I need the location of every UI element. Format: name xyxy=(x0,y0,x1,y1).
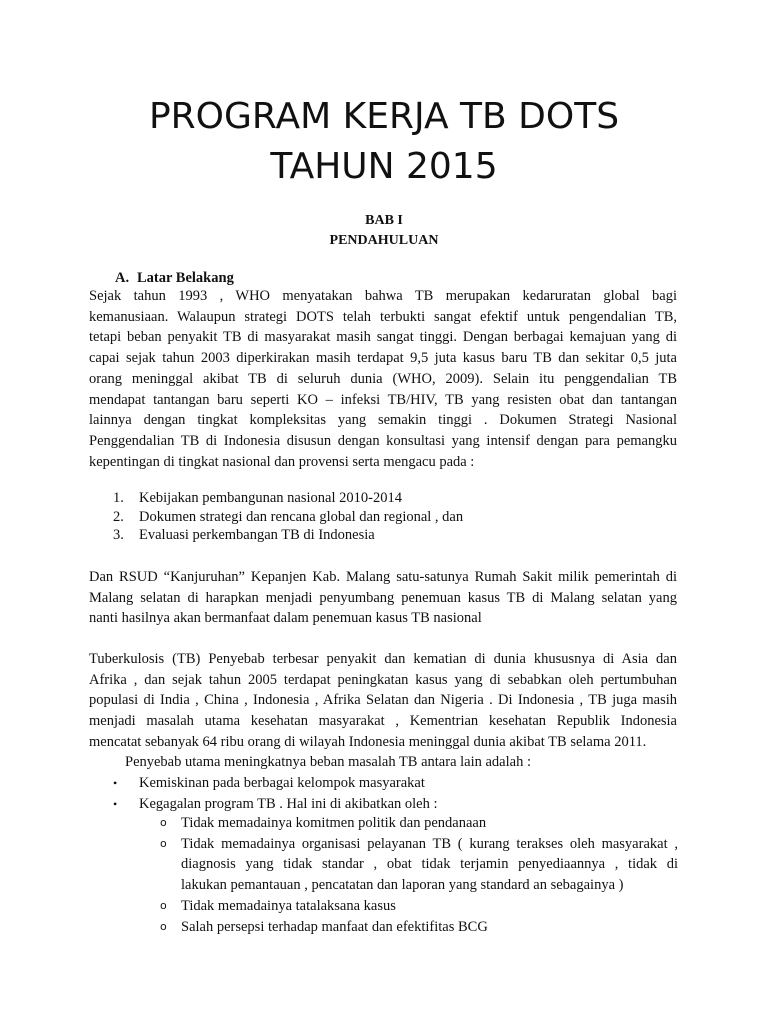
list-item xyxy=(113,489,463,508)
list-item xyxy=(113,773,438,794)
paragraph-line: tetapi beban penyakit TB di masyarakat masih sangat tinggi. Dengan berbagai kemajuan yang di xyxy=(89,329,677,346)
sub-list-line: lakukan pemantauan , pencatatan dan laporan yang standard an sebagainya ) xyxy=(181,877,624,894)
sub-bullet-list xyxy=(160,813,678,937)
paragraph-line: Tuberkulosis (TB) Penyebab terbesar penyakit dan kematian di dunia khususnya di Asia dan xyxy=(89,651,677,667)
hollow-bullet-icon: o xyxy=(160,816,167,829)
chapter-heading xyxy=(0,211,768,251)
list-item xyxy=(113,526,463,545)
hollow-bullet-icon: o xyxy=(160,836,167,850)
paragraph-rsud xyxy=(89,567,677,629)
paragraph-line: mendapat tantangan baru seperti KO – infeksi TB/HIV, TB yang resisten obat dan tantangan xyxy=(89,391,677,408)
section-title: Latar Belakang xyxy=(137,270,234,286)
title-line-1: PROGRAM KERJA TB DOTS xyxy=(148,96,620,137)
list-item xyxy=(113,508,463,527)
sub-list-item xyxy=(160,834,678,896)
paragraph-line: lainnya dengan tingkat kompleksitas yang semakin tinggi . Dokumen Strategi Nasional xyxy=(89,412,677,429)
list-text: Kemiskinan pada berbagai kelompok masyarakat xyxy=(139,775,425,791)
sub-list-line: Tidak memadainya komitmen politik dan pendanaan xyxy=(181,815,487,831)
list-text: Evaluasi perkembangan TB di Indonesia xyxy=(139,527,375,543)
numbered-list xyxy=(113,489,463,545)
document-title xyxy=(0,92,768,192)
paragraph-line: kemanusiaan. Walaupun strategi DOTS telah terbukti sangat efektif untuk pengendalian TB, xyxy=(89,308,677,325)
section-letter: A. xyxy=(115,270,130,286)
list-text: Kebijakan pembangunan nasional 2010-2014 xyxy=(139,490,402,506)
paragraph-line: Sejak tahun 1993 , WHO menyatakan bahwa TB merupakan kedaruratan global bagi xyxy=(89,288,677,304)
list-item xyxy=(113,794,438,815)
list-number: 2. xyxy=(113,508,124,525)
title-line-2: TAHUN 2015 xyxy=(270,146,498,187)
chapter-number: BAB I xyxy=(365,213,403,228)
bullet-icon: • xyxy=(113,776,118,790)
hollow-bullet-icon: o xyxy=(160,919,167,933)
paragraph-line: nanti hasilnya akan bermanfaat dalam penemuan kasus TB nasional xyxy=(89,610,482,627)
list-number: 1. xyxy=(113,490,124,506)
paragraph-line: kepentingan di tingkat nasional dan provensi serta mengacu pada : xyxy=(89,453,475,470)
bullet-icon: • xyxy=(113,797,118,811)
list-text: Dokumen strategi dan rencana global dan regional , dan xyxy=(139,508,464,525)
paragraph-line: mencatat sebanyak 64 ribu orang di wilayah Indonesia meninggal dunia akibat TB selama 2011. xyxy=(89,733,647,750)
paragraph-line: Malang selatan di harapkan menjadi penyumbang penemuan kasus TB di Malang selatan yang xyxy=(89,589,677,606)
section-heading xyxy=(115,268,234,288)
hollow-bullet-icon: o xyxy=(160,898,167,912)
paragraph-line: capai sejak tahun 2003 diperkirakan masih terdapat 9,5 juta kasus baru TB dan sekitar 0,5 juta xyxy=(89,350,677,367)
sub-list-line: Salah persepsi terhadap manfaat dan efektifitas BCG xyxy=(181,918,488,935)
sub-list-item xyxy=(160,896,678,917)
paragraph-line: menjadi masalah utama kesehatan masyarakat , Kementrian kesehatan Republik Indonesia xyxy=(89,713,677,730)
paragraph-latar-belakang xyxy=(89,286,677,472)
paragraph-tuberkulosis xyxy=(89,649,677,753)
sub-list-line: Tidak memadainya tatalaksana kasus xyxy=(181,897,396,914)
sub-list-item xyxy=(160,917,678,938)
paragraph-line: Afrika , dan sejak tahun 2005 terdapat peningkatan kasus yang di sebabkan oleh pertumbuhan xyxy=(89,671,677,688)
paragraph-line: Dan RSUD “Kanjuruhan” Kepanjen Kab. Malang satu-satunya Rumah Sakit milik pemerintah di xyxy=(89,569,677,585)
intro-line: Penyebab utama meningkatnya beban masalah TB antara lain adalah : xyxy=(125,754,531,770)
sub-list-line: Tidak memadainya organisasi pelayanan TB ( kurang terakses oleh masyarakat , xyxy=(181,835,678,852)
chapter-title: PENDAHULUAN xyxy=(329,233,439,248)
sub-list-line: diagnosis yang tidak standar , obat tidak terjamin penyediaannya , tidak di xyxy=(181,856,678,873)
list-text: Kegagalan program TB . Hal ini di akibatkan oleh : xyxy=(139,796,438,812)
paragraph-line: orang meninggal akibat TB di seluruh dunia (WHO, 2009). Selain itu penggendalian TB xyxy=(89,370,677,387)
bullet-list xyxy=(113,773,438,815)
paragraph-line: populasi di India , China , Indonesia , Afrika Selatan dan Nigeria . Di Indonesia , TB juga masih xyxy=(89,692,677,709)
paragraph-line: Penggendalian TB di Indonesia disusun dengan konsultasi yang intensif dengan para pemangku xyxy=(89,432,677,449)
list-number: 3. xyxy=(113,527,124,543)
sub-list-item xyxy=(160,813,678,834)
